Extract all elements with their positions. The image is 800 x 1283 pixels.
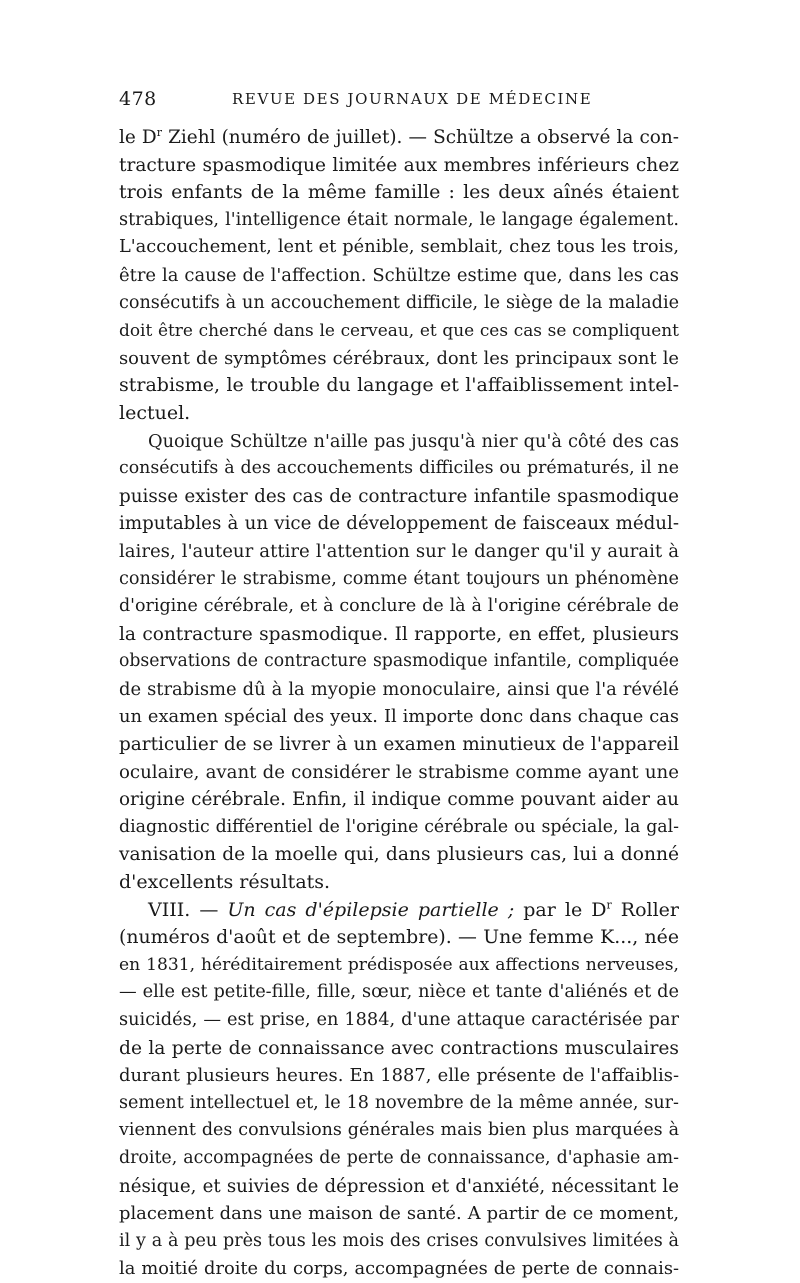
text-line: strabisme, le trouble du langage et l'affaiblissement intel- xyxy=(119,374,679,397)
text-line: (numéros d'août et de septembre). — Une femme K..., née xyxy=(119,926,679,949)
text-line: d'excellents résultats. xyxy=(119,871,331,894)
running-title: REVUE DES JOURNAUX DE MÉDECINE xyxy=(232,90,593,108)
text-line: en 1831, héréditairement prédisposée aux affections nerveuses, xyxy=(119,954,679,975)
text-line: nésique, et suivies de dépression et d'anxiété, nécessitant le xyxy=(119,1175,679,1197)
text-line: de strabisme dû à la myopie monoculaire, ainsi que l'a révélé xyxy=(119,678,679,700)
text-line: le $D^r$ Ziehl (numéro de juillet). — Schültze a observé la con- xyxy=(119,125,679,148)
body-text xyxy=(119,124,679,1283)
text-line: puisse exister des cas de contracture infantile spasmodique xyxy=(119,485,679,507)
text-line: lectuel. xyxy=(119,401,191,424)
text-line: diagnostic différentiel de l'origine cérébrale ou spéciale, la gal- xyxy=(119,816,679,837)
section-viii xyxy=(119,897,679,1283)
section-heading-line: VIII. — Un cas d'épilepsie partielle ; par le $D^r$ Roller xyxy=(148,898,680,921)
text-line: la contracture spasmodique. Il rapporte, en effet, plusieurs xyxy=(119,623,679,645)
text-line: observations de contracture spasmodique infantile, compliquée xyxy=(119,651,679,672)
text-line: considérer le strabisme, comme étant toujours un phénomène xyxy=(119,568,679,589)
text-line: tracture spasmodique limitée aux membres inférieurs chez xyxy=(119,154,679,176)
paragraph-2 xyxy=(119,428,679,897)
text-line: sement intellectuel et, le 18 novembre de la même année, sur- xyxy=(119,1092,679,1113)
text-line: origine cérébrale. Enfin, il indique comme pouvant aider au xyxy=(119,789,679,811)
text-line: suicidés, — est prise, en 1884, d'une attaque caractérisée par xyxy=(119,1010,679,1030)
text-line: viennent des convulsions générales mais bien plus marquées à xyxy=(119,1120,679,1141)
section-number: VIII. — xyxy=(148,898,228,921)
text-line: durant plusieurs heures. En 1887, elle présente de l'affaiblis- xyxy=(119,1065,679,1087)
text-line: il y a à peu près tous les mois des crises convulsives limitées à xyxy=(119,1230,679,1251)
text-line: vanisation de la moelle qui, dans plusieurs cas, lui a donné xyxy=(119,844,679,866)
text-line: laires, l'auteur attire l'attention sur le danger qu'il y aurait à xyxy=(119,540,679,562)
paragraph-1 xyxy=(119,124,679,428)
text-line: consécutifs à un accouchement difficile, le siège de la maladie xyxy=(119,292,679,313)
text-line: strabiques, l'intelligence était normale, le langage également. xyxy=(119,209,679,230)
text-line: la moitié droite du corps, accompagnées de perte de connais- xyxy=(119,1258,679,1280)
text-line: Quoique Schültze n'aille pas jusqu'à nier qu'à côté des cas xyxy=(148,430,679,452)
text-line: droite, accompagnées de perte de connaissance, d'aphasie am- xyxy=(119,1147,679,1168)
text-line: un examen spécial des yeux. Il importe donc dans chaque cas xyxy=(119,706,679,728)
text-line: — elle est petite-fille, fille, sœur, nièce et tante d'aliénés et de xyxy=(119,982,679,1003)
text-line: particulier de se livrer à un examen minutieux de l'appareil xyxy=(119,734,679,756)
text-line: trois enfants de la même famille : les deux aînés étaient xyxy=(119,181,679,204)
text-line: de la perte de connaissance avec contractions musculaires xyxy=(119,1037,679,1059)
text-line: être la cause de l'affection. Schültze estime que, dans les cas xyxy=(119,264,679,286)
text-line: oculaire, avant de considérer le strabisme comme ayant une xyxy=(119,761,679,783)
page-number: 478 xyxy=(119,88,157,110)
text-line: d'origine cérébrale, et à conclure de là à l'origine cérébrale de xyxy=(119,596,679,617)
text-line: L'accouchement, lent et pénible, semblait, chez tous les trois, xyxy=(119,237,679,258)
text-line: consécutifs à des accouchements difficiles ou prématurés, il ne xyxy=(119,458,679,479)
text-line: placement dans une maison de santé. A partir de ce moment, xyxy=(119,1203,679,1225)
text-line: imputables à un vice de développement de faisceaux médul- xyxy=(119,513,679,535)
section-title: Un cas d'épilepsie partielle ; xyxy=(227,898,515,921)
text-line: souvent de symptômes cérébraux, dont les principaux sont le xyxy=(119,347,679,369)
text-line: doit être cherché dans le cerveau, et que ces cas se compliquent xyxy=(119,320,679,341)
